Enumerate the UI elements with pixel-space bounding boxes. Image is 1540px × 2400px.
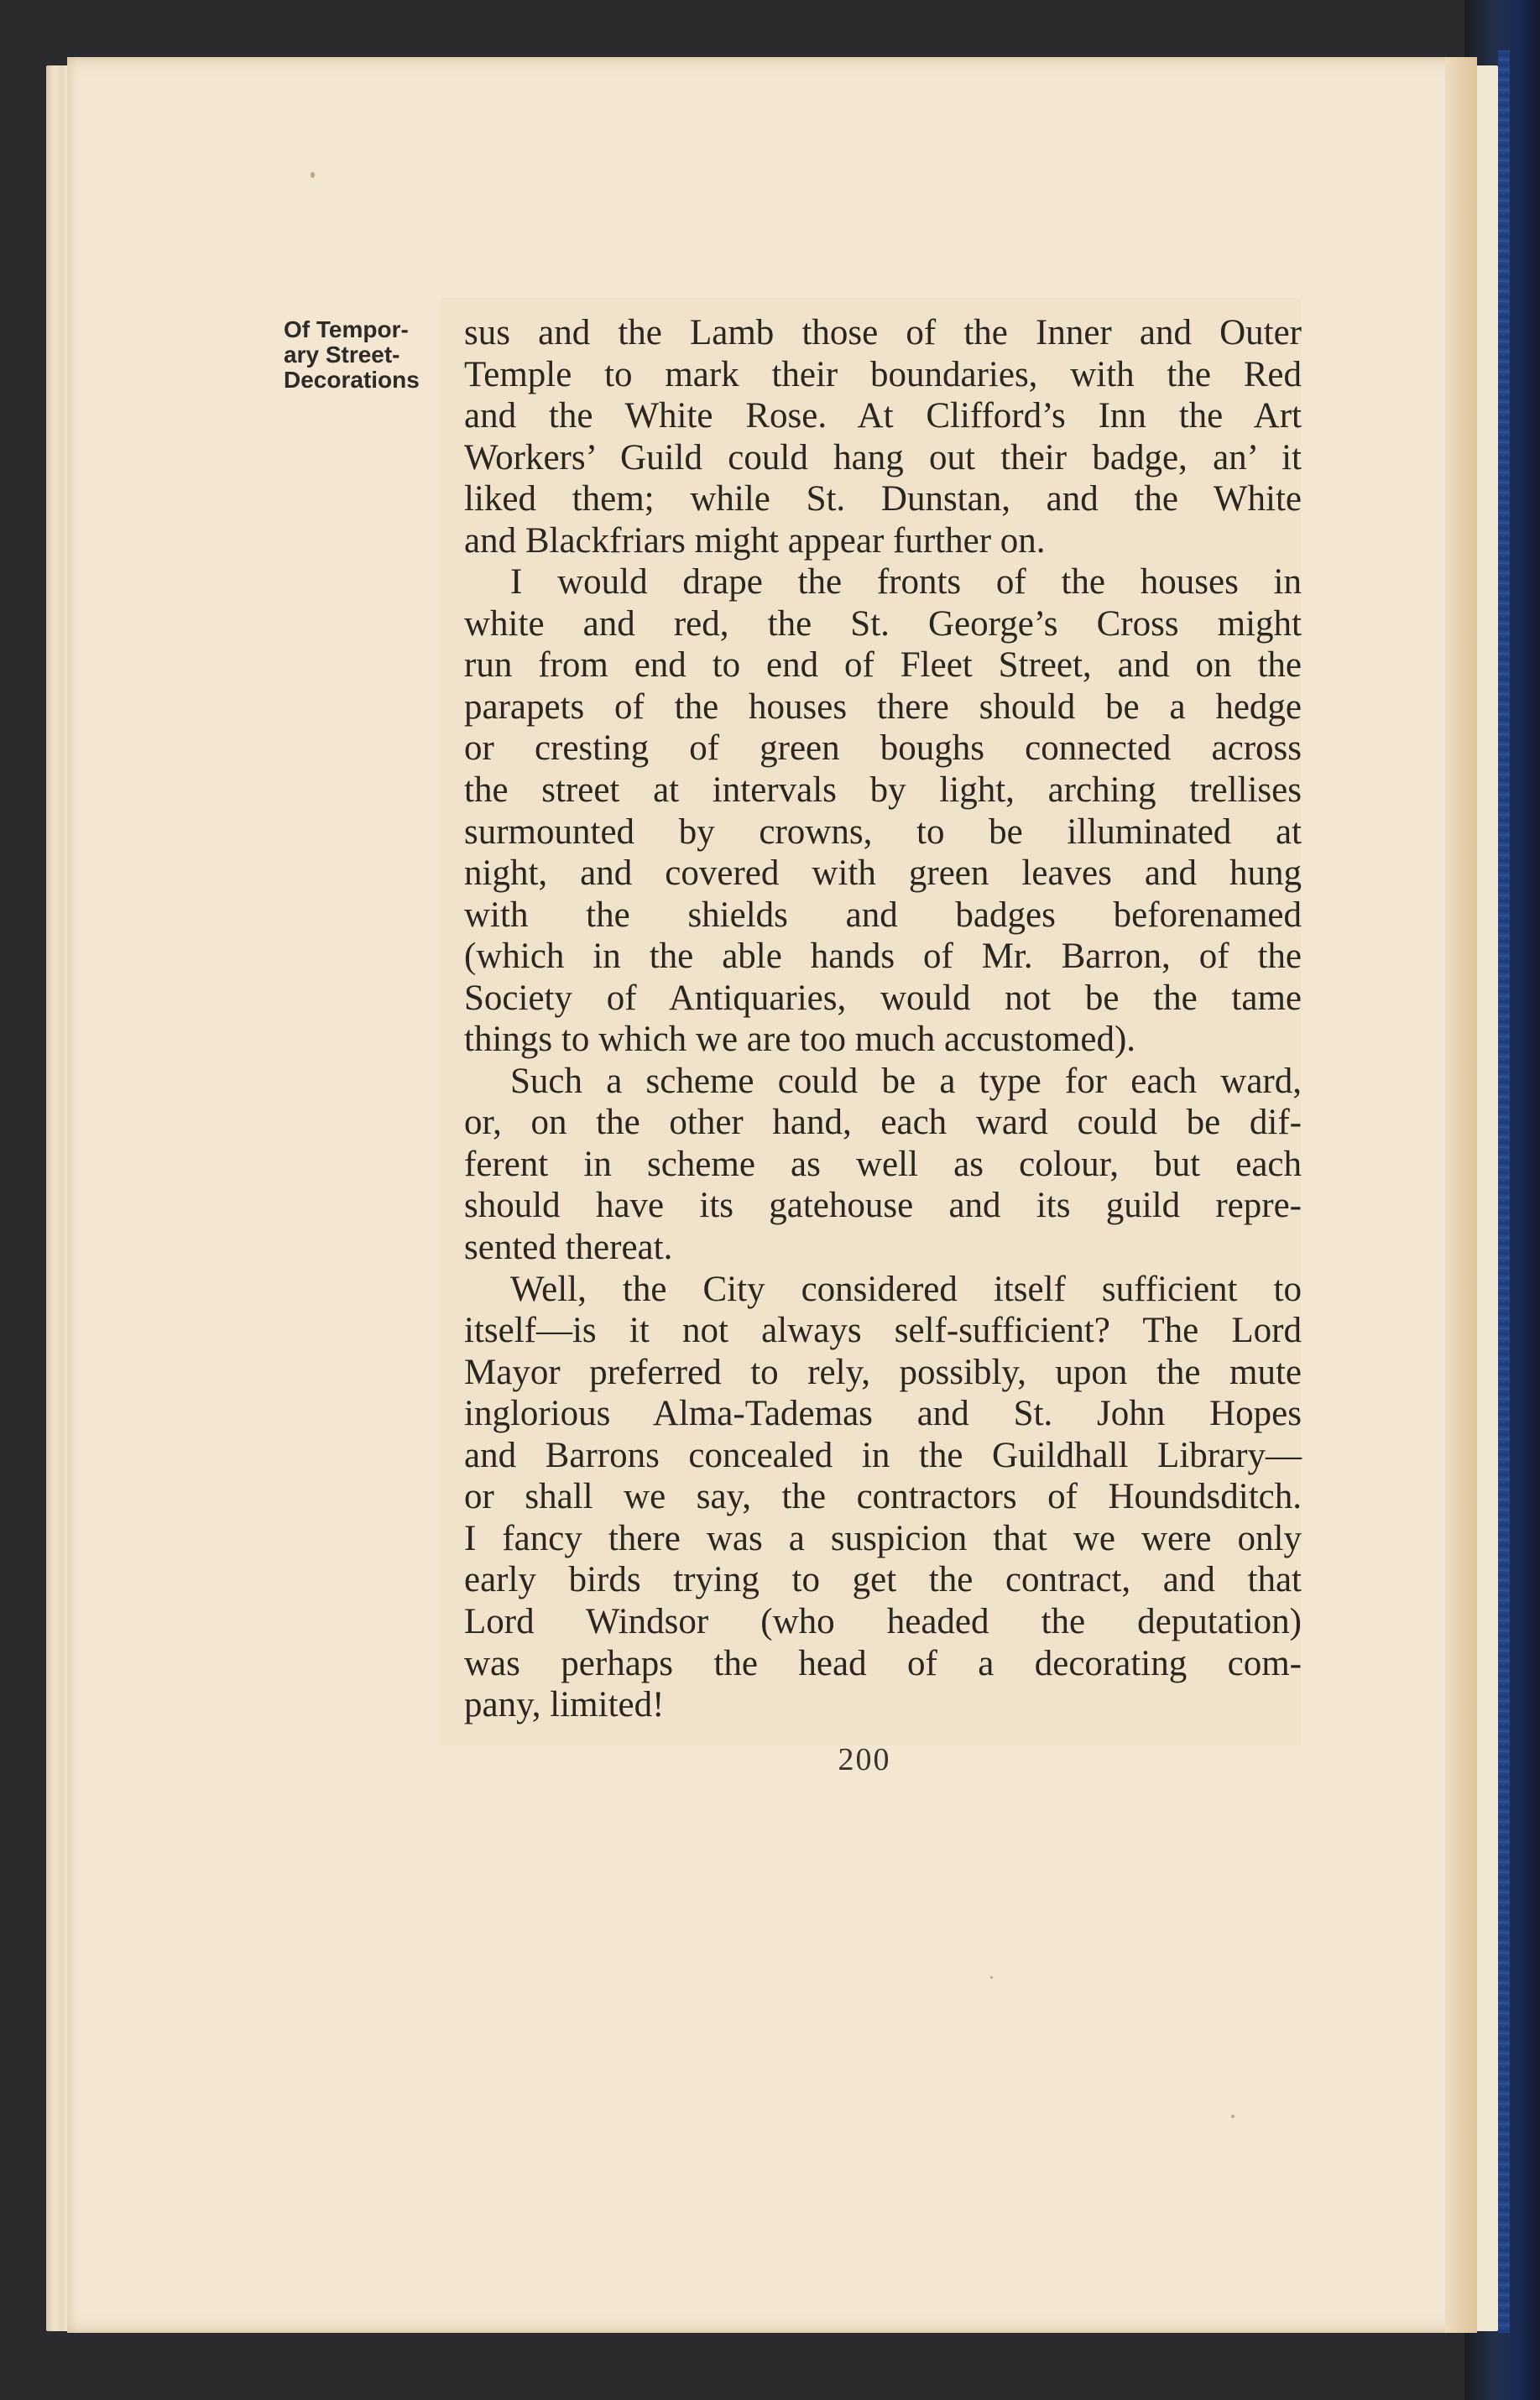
text-line: (which in the able hands of Mr. Barron, of the [464,937,1302,977]
text-line: ferent in scheme as well as colour, but each [464,1144,1302,1184]
text-line: parapets of the houses there should be a hedge [464,686,1302,727]
text-line: was perhaps the head of a decorating com- [464,1643,1302,1683]
text-line: or, on the other hand, each ward could be dif- [464,1103,1302,1143]
text-line: and the White Rose. At Clifford’s Inn the Art [464,396,1302,436]
margin-note [284,317,447,393]
text-line: with the shields and badges beforenamed [464,895,1302,935]
text-line: white and red, the St. George’s Cross might [464,603,1302,644]
text-line: Society of Antiquaries, would not be the tame [464,978,1302,1018]
text-line: night, and covered with green leaves and hung [464,853,1302,894]
text-line: things to which we are too much accustomed). [464,1020,1136,1060]
page-number: 200 [838,1742,891,1777]
paper-speck [990,1976,993,1979]
text-line: inglorious Alma-Tademas and St. John Hopes [464,1394,1302,1434]
binding-stitching [1498,50,1510,2333]
page-gutter-shadow [1445,57,1477,2333]
body-text [464,312,1302,1726]
text-line: and Barrons concealed in the Guildhall Library— [464,1435,1302,1475]
text-line: itself—is it not always self-sufficient? The Lord [464,1311,1302,1351]
paper-speck [311,172,315,178]
text-line: Mayor preferred to rely, possibly, upon the mute [464,1352,1302,1392]
text-line: sus and the Lamb those of the Inner and Outer [464,313,1302,352]
text-line: Temple to mark their boundaries, with the Red [464,354,1302,394]
text-line: I fancy there was a suspicion that we were only [464,1518,1302,1558]
text-line: run from end to end of Fleet Street, and on the [464,645,1302,686]
text-line: surmounted by crowns, to be illuminated at [464,811,1302,852]
text-line: should have its gatehouse and its guild repre- [464,1186,1302,1226]
text-line: or shall we say, the contractors of Houndsditch. [464,1477,1302,1517]
text-line: or cresting of green boughs connected across [464,728,1302,769]
margin-note-line: Decorations [284,367,420,393]
text-line: early birds trying to get the contract, and that [464,1560,1302,1600]
text-line: Such a scheme could be a type for each ward, [510,1061,1302,1101]
text-line: pany, limited! [464,1685,665,1725]
text-line: sented thereat. [464,1228,673,1268]
text-line: Well, the City considered itself sufficient to [510,1269,1302,1309]
text-line: Lord Windsor (who headed the deputation) [464,1601,1302,1641]
text-line: liked them; while St. Dunstan, and the White [464,479,1302,519]
paper-speck [1231,2115,1235,2118]
text-line: the street at intervals by light, arching trellises [464,770,1302,811]
text-line: and Blackfriars might appear further on. [464,520,1046,561]
margin-note-line: ary Street- [284,342,400,368]
margin-note-line: Of Tempor- [284,316,409,342]
text-line: Workers’ Guild could hang out their badge, an’ it [464,437,1302,477]
text-line: I would drape the fronts of the houses in [510,562,1302,603]
